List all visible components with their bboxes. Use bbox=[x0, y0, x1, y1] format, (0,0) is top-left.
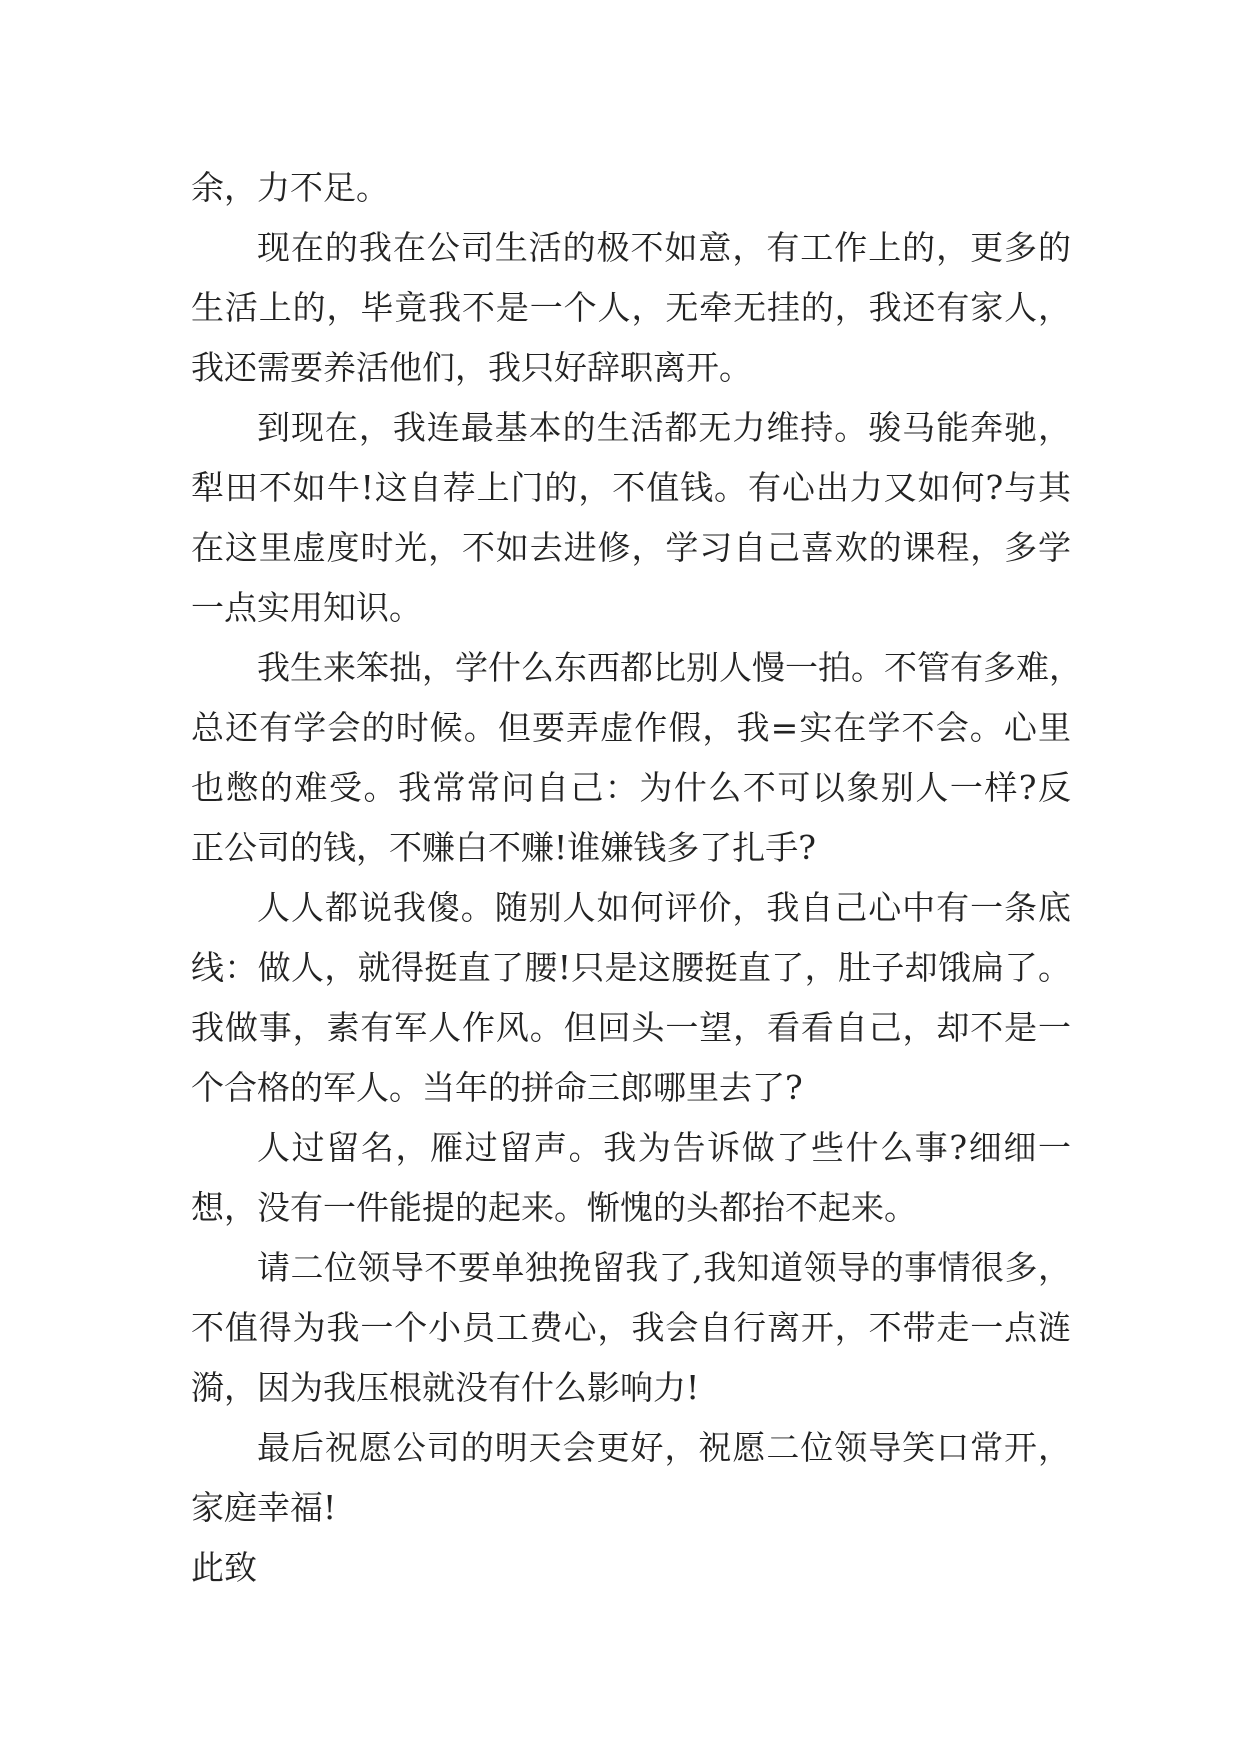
text-line: 漪，因为我压根就没有什么影响力! bbox=[191, 1368, 700, 1407]
text-line: 总还有学会的时候。但要弄虚作假，我=实在学不会。心里 bbox=[191, 708, 1071, 747]
letter-body bbox=[191, 158, 1082, 1598]
text-line: 到现在，我连最基本的生活都无力维持。骏马能奔驰， bbox=[257, 408, 1071, 447]
text-line: 线：做人，就得挺直了腰!只是这腰挺直了，肚子却饿扁了。 bbox=[191, 948, 1071, 987]
text-line: 正公司的钱，不赚白不赚!谁嫌钱多了扎手? bbox=[191, 828, 816, 867]
text-line: 我还需要养活他们，我只好辞职离开。 bbox=[191, 348, 752, 387]
text-line: 一点实用知识。 bbox=[191, 588, 422, 627]
text-line: 现在的我在公司生活的极不如意，有工作上的，更多的 bbox=[257, 228, 1071, 267]
text-line: 在这里虚度时光，不如去进修，学习自己喜欢的课程，多学 bbox=[191, 528, 1071, 567]
text-line: 我做事，素有军人作风。但回头一望，看看自己，却不是一 bbox=[191, 1008, 1071, 1047]
text-line: 也憋的难受。我常常问自己：为什么不可以象别人一样?反 bbox=[191, 768, 1071, 807]
closing-salutation: 此致 bbox=[191, 1548, 257, 1587]
text-line: 犁田不如牛!这自荐上门的，不值钱。有心出力又如何?与其 bbox=[191, 468, 1071, 507]
text-line: 生活上的，毕竟我不是一个人，无牵无挂的，我还有家人， bbox=[191, 288, 1071, 327]
text-line: 想，没有一件能提的起来。惭愧的头都抬不起来。 bbox=[191, 1188, 917, 1227]
text-line: 最后祝愿公司的明天会更好，祝愿二位领导笑口常开， bbox=[257, 1428, 1071, 1467]
text-line: 余，力不足。 bbox=[191, 168, 389, 207]
text-line: 人过留名，雁过留声。我为告诉做了些什么事?细细一 bbox=[257, 1128, 1071, 1167]
text-line: 个合格的军人。当年的拼命三郎哪里去了? bbox=[191, 1068, 803, 1107]
text-line: 家庭幸福! bbox=[191, 1488, 337, 1527]
text-line: 请二位领导不要单独挽留我了,我知道领导的事情很多， bbox=[257, 1248, 1071, 1287]
text-line: 我生来笨拙，学什么东西都比别人慢一拍。不管有多难， bbox=[257, 648, 1082, 687]
text-line: 人人都说我傻。随别人如何评价，我自己心中有一条底 bbox=[257, 888, 1071, 927]
text-line: 不值得为我一个小员工费心，我会自行离开，不带走一点涟 bbox=[191, 1308, 1071, 1347]
